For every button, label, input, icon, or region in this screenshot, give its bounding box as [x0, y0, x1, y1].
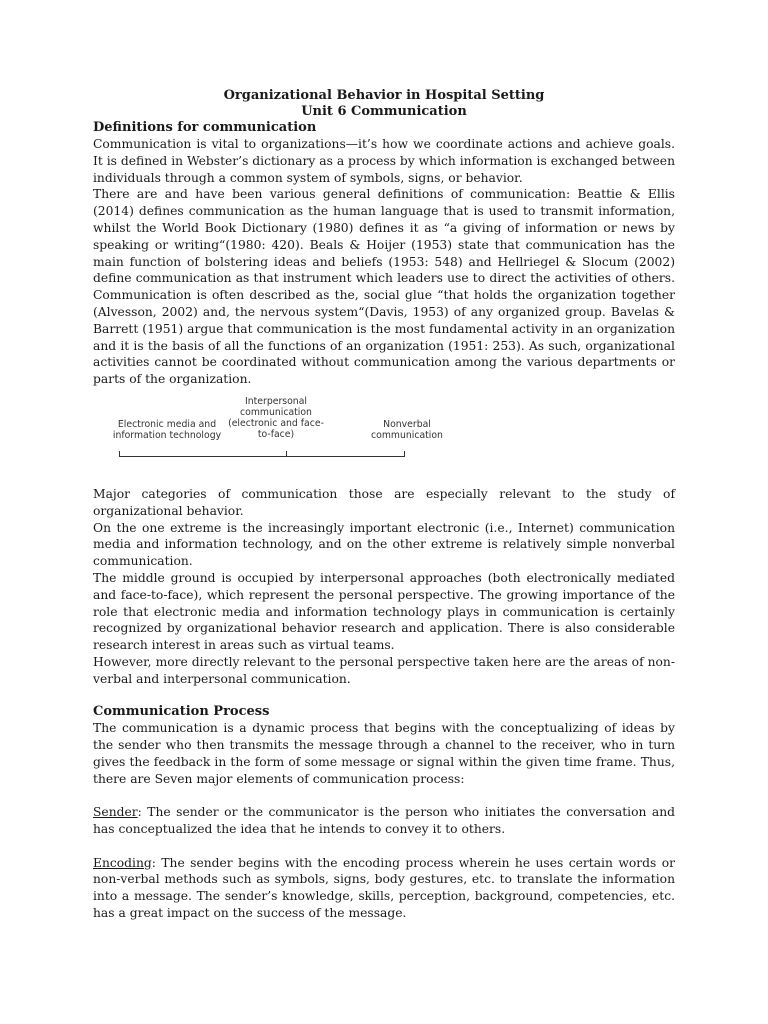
document-title: Organizational Behavior in Hospital Setting	[223, 88, 545, 103]
paragraph-intro-1: Communication is vital to organizations—it’s how we coordinate actions and achieve goals. It is defined in Webster’s dictionary as a process by which information is exchanged between individuals through a common system of symbols, signs, or behavior.	[93, 137, 675, 185]
paragraph-intro-2: There are and have been various general definitions of communication: Beattie & Ellis (2014) defines communication as the human language that is used to transmit information, whilst the World Book Dictionary (1980) defines it as “a giving of information or news by speaking or writing“(1980: 420). Beals & Hoijer (1953) state that communication has the main function of bolstering ideas and beliefs (1953: 548) and Hellriegel & Slocum (2002) define communication as that instrument which leaders use to direct the activities of others. Communication is often described as the, social glue “that holds the organization together (Alvesson, 2002) and, the nervous system“(Davis, 1953) of any organized group. Bavelas & Barrett (1951) argue that communication is the most fundamental activity in an organization and it is the basis of all the functions of an organization (1951: 253). As such, organizational activities cannot be coordinated without communication among the various departments or parts of the organization.	[93, 187, 675, 387]
term-encoding: Encoding	[93, 855, 152, 870]
paragraph-encoding	[93, 855, 675, 922]
paragraph-sender	[93, 804, 675, 838]
diagram-tick-left	[119, 451, 120, 457]
sender-definition: : The sender or the communicator is the person who initiates the conversation and has conceptualized the idea that he intends to convey it to others.	[93, 805, 675, 837]
diagram-continuum-line	[119, 456, 405, 457]
heading-communication-process: Communication Process	[93, 704, 270, 720]
document-page	[93, 88, 675, 922]
heading-definitions: Definitions for communication	[93, 120, 317, 135]
encoding-definition: : The sender begins with the encoding process wherein he uses certain words or non-verbal methods such as symbols, signs, body gestures, etc. to translate the information into a message. The sender’s knowledge, skills, perception, background, competencies, etc. has a great impact on the success of the message.	[93, 855, 675, 921]
diagram-label-electronic: Electronic media and information technology	[112, 418, 222, 441]
paragraph-middle-ground: The middle ground is occupied by interpersonal approaches (both electronically mediated and face-to-face), which represent the personal perspective. The growing importance of the role that electronic media and information technology plays in communication is certainly recognized by organizational behavior research and application. There is also considerable research interest in areas such as virtual teams.	[93, 570, 675, 653]
diagram-tick-right	[404, 451, 405, 457]
diagram-tick-middle	[286, 451, 287, 457]
diagram-label-interpersonal: Interpersonal communication (electronic and face-to-face)	[228, 395, 324, 440]
term-sender: Sender	[93, 805, 138, 820]
paragraph-categories: Major categories of communication those are especially relevant to the study of organizational behavior.	[93, 486, 675, 518]
unit-title: Unit 6 Communication	[301, 104, 467, 119]
diagram-label-nonverbal: Nonverbal communication	[371, 418, 443, 441]
paragraph-personal-perspective: However, more directly relevant to the personal perspective taken here are the areas of non-verbal and interpersonal communication.	[93, 654, 675, 686]
paragraph-extremes: On the one extreme is the increasingly important electronic (i.e., Internet) communication media and information technology, and on the other extreme is relatively simple nonverbal communication.	[93, 520, 675, 569]
communication-categories-diagram	[93, 394, 675, 478]
paragraph-process: The communication is a dynamic process that begins with the conceptualizing of ideas by the sender who then transmits the message through a channel to the receiver, who in turn gives the feedback in the form of some message or signal within the given time frame. Thus, there are Seven major elements of communication process:	[93, 721, 675, 786]
